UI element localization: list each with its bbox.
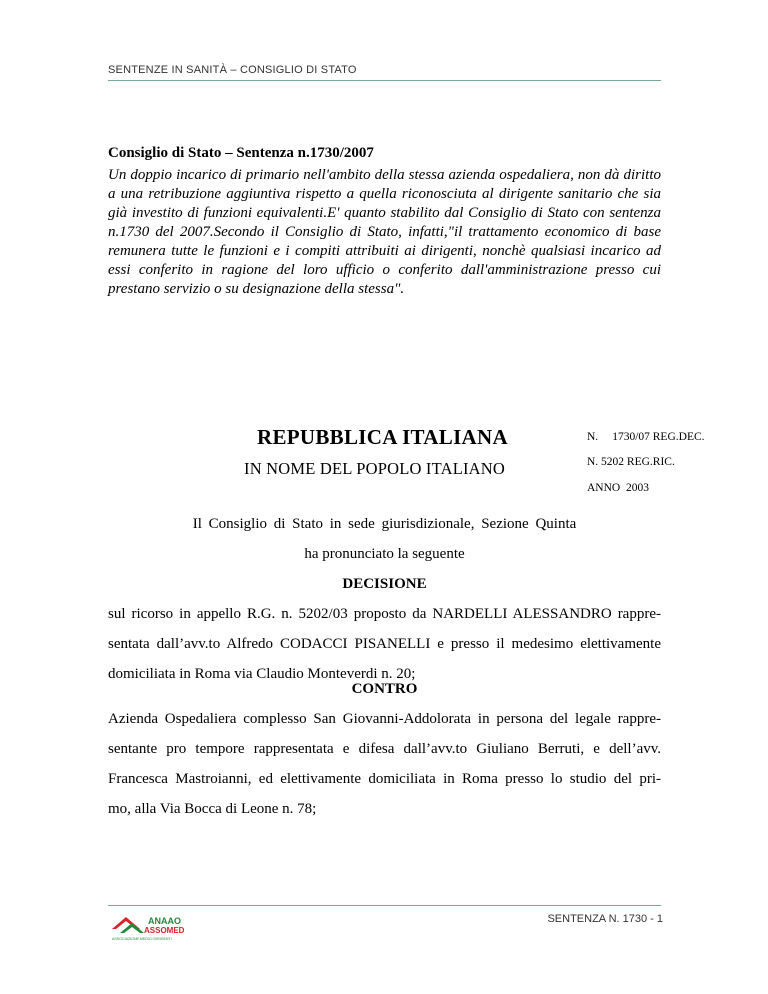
summary-title: Consiglio di Stato – Sentenza n.1730/2007 — [108, 145, 374, 161]
year-label: ANNO 2003 — [587, 482, 649, 494]
contro-line: mo, alla Via Bocca di Leone n. 78; — [108, 801, 317, 817]
footer-divider — [108, 905, 661, 906]
reg-dec-value: 1730/07 REG.DEC. — [612, 431, 705, 443]
svg-text:ASSOCIAZIONE MEDICI DIRIGENTI: ASSOCIAZIONE MEDICI DIRIGENTI — [112, 937, 172, 941]
decisione-heading: DECISIONE — [342, 576, 427, 592]
anaao-assomed-logo-icon — [110, 913, 190, 941]
ricorso-paragraph — [108, 599, 661, 689]
summary-body: Un doppio incarico di primario nell'ambito della stessa azienda ospedaliera, non dà diritto a una retribuzione aggiuntiva rispetto a quella riconosciuta al dirigente sanitario che sia già investito di funzioni equivalenti.E' quanto stabilito dal Consiglio di Stato con sentenza n.1730 del 2007.Secondo il Consiglio di Stato, infatti,"il trattamento economico di base remunera tutte le funzioni e i compiti attribuiti ai dirigenti, nonchè qualsiasi incarico ad essi conferito in ragione del loro ufficio o conferito dall'amministrazione presso cui prestano servizio o su designazione della stessa". — [108, 167, 661, 297]
running-header: SENTENZE IN SANITÀ – CONSIGLIO DI STATO — [108, 64, 357, 76]
page-footer-label: SENTENZA N. 1730 - 1 — [547, 913, 663, 925]
reg-dec-number — [587, 431, 705, 443]
contro-heading: CONTRO — [351, 681, 418, 697]
contro-paragraph — [108, 704, 661, 824]
reg-ric-number: N. 5202 REG.RIC. — [587, 456, 675, 468]
pronounced-line: ha pronunciato la seguente — [304, 546, 465, 562]
reg-dec-prefix: N. — [587, 431, 599, 443]
ricorso-line: domiciliata in Roma via Claudio Monteverdi n. 20; — [108, 666, 416, 682]
ricorso-line: sul ricorso in appello R.G. n. 5202/03 proposto da NARDELLI ALESSANDRO rappre- — [108, 606, 661, 622]
republic-title: REPUBBLICA ITALIANA — [257, 425, 508, 449]
contro-line: Azienda Ospedaliera complesso San Giovanni-Addolorata in persona del legale rappre- — [108, 711, 661, 727]
svg-text:ANAAO: ANAAO — [148, 916, 181, 926]
ricorso-line: sentata dall’avv.to Alfredo CODACCI PISANELLI e presso il medesimo elettivamente — [108, 636, 661, 652]
contro-line: sentante pro tempore rappresentata e difesa dall’avv.to Giuliano Berruti, e dell’avv. — [108, 741, 661, 757]
republic-subtitle: IN NOME DEL POPOLO ITALIANO — [244, 459, 506, 478]
contro-line: Francesca Mastroianni, ed elettivamente domiciliata in Roma presso lo studio del pri- — [108, 771, 661, 787]
header-divider — [108, 80, 661, 81]
svg-text:ASSOMED: ASSOMED — [144, 926, 185, 935]
court-line: Il Consiglio di Stato in sede giurisdizionale, Sezione Quinta — [192, 516, 577, 532]
